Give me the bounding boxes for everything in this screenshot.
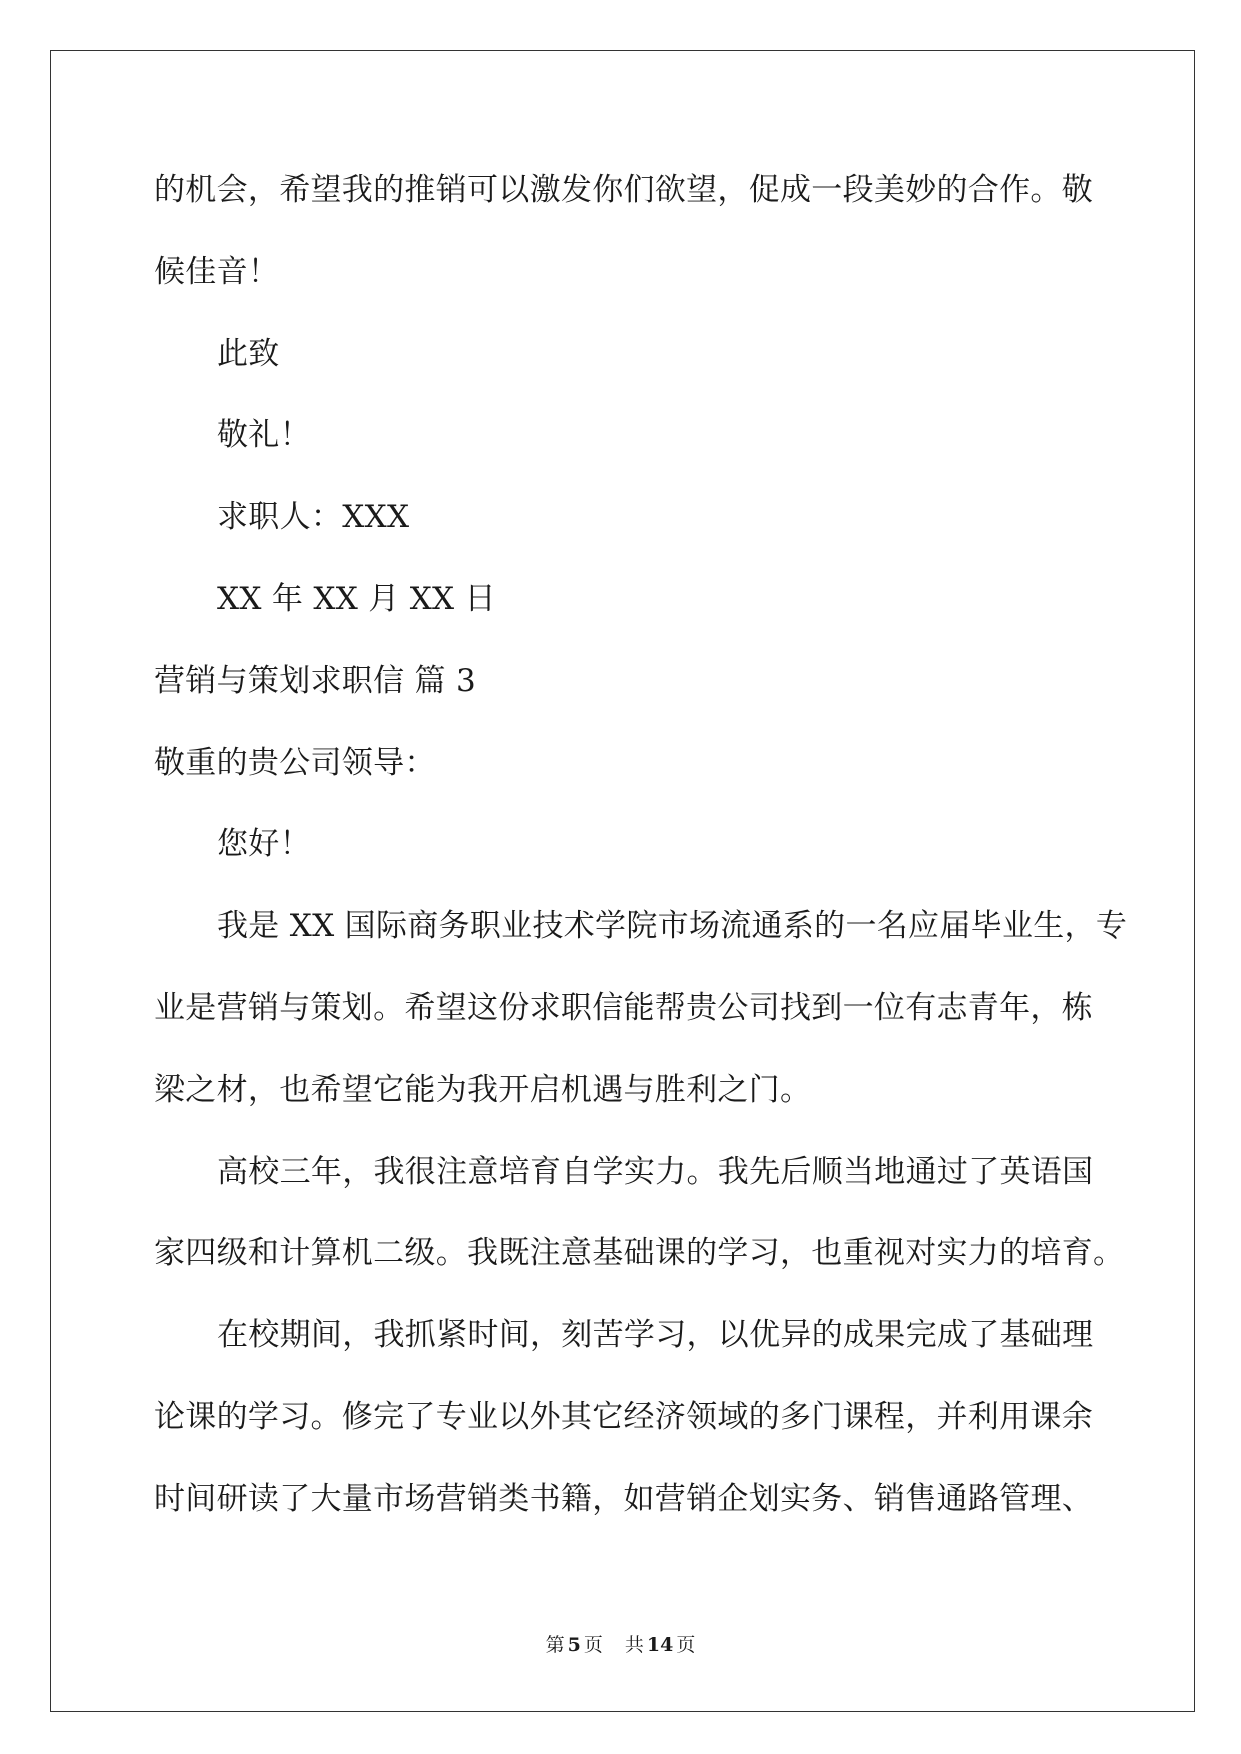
- body-line: 业是营销与策划。希望这份求职信能帮贵公司找到一位有志青年，栋: [154, 989, 1093, 1026]
- letter-hello: 您好！: [217, 826, 311, 863]
- page-footer: [0, 1630, 1241, 1660]
- body-line: 梁之材，也希望它能为我开启机遇与胜利之门。: [154, 1071, 812, 1108]
- body-line: 候佳音！: [154, 253, 280, 290]
- footer-page-word: 页: [583, 1634, 603, 1656]
- body-line: 的机会，希望我的推销可以激发你们欲望，促成一段美妙的合作。敬: [154, 172, 1093, 208]
- closing-salutation: 此致: [217, 335, 280, 372]
- section-heading: 营销与策划求职信 篇 3: [154, 662, 477, 699]
- total-page-count: 14: [646, 1634, 674, 1656]
- body-line: 家四级和计算机二级。我既注意基础课的学习，也重视对实力的培育。: [154, 1235, 1125, 1272]
- signature-applicant: 求职人：XXX: [217, 499, 410, 536]
- letter-greeting: 敬重的贵公司领导：: [154, 744, 436, 781]
- footer-total-suffix: 页: [676, 1634, 696, 1656]
- closing-regards: 敬礼！: [217, 417, 311, 454]
- body-line: 高校三年，我很注意培育自学实力。我先后顺当地通过了英语国: [217, 1153, 1094, 1190]
- footer-total-prefix: 共: [624, 1634, 644, 1656]
- body-line: 时间研读了大量市场营销类书籍，如营销企划实务、销售通路管理、: [154, 1480, 1093, 1517]
- body-line: 我是 XX 国际商务职业技术学院市场流通系的一名应届毕业生，专: [217, 908, 1128, 945]
- document-body: [154, 150, 1154, 1541]
- body-line: 论课的学习。修完了专业以外其它经济领域的多门课程，并利用课余: [154, 1398, 1093, 1435]
- current-page-number: 5: [567, 1634, 581, 1656]
- signature-date: XX 年 XX 月 XX 日: [217, 580, 496, 617]
- footer-prefix: 第: [545, 1634, 565, 1656]
- body-line: 在校期间，我抓紧时间，刻苦学习，以优异的成果完成了基础理: [217, 1317, 1094, 1354]
